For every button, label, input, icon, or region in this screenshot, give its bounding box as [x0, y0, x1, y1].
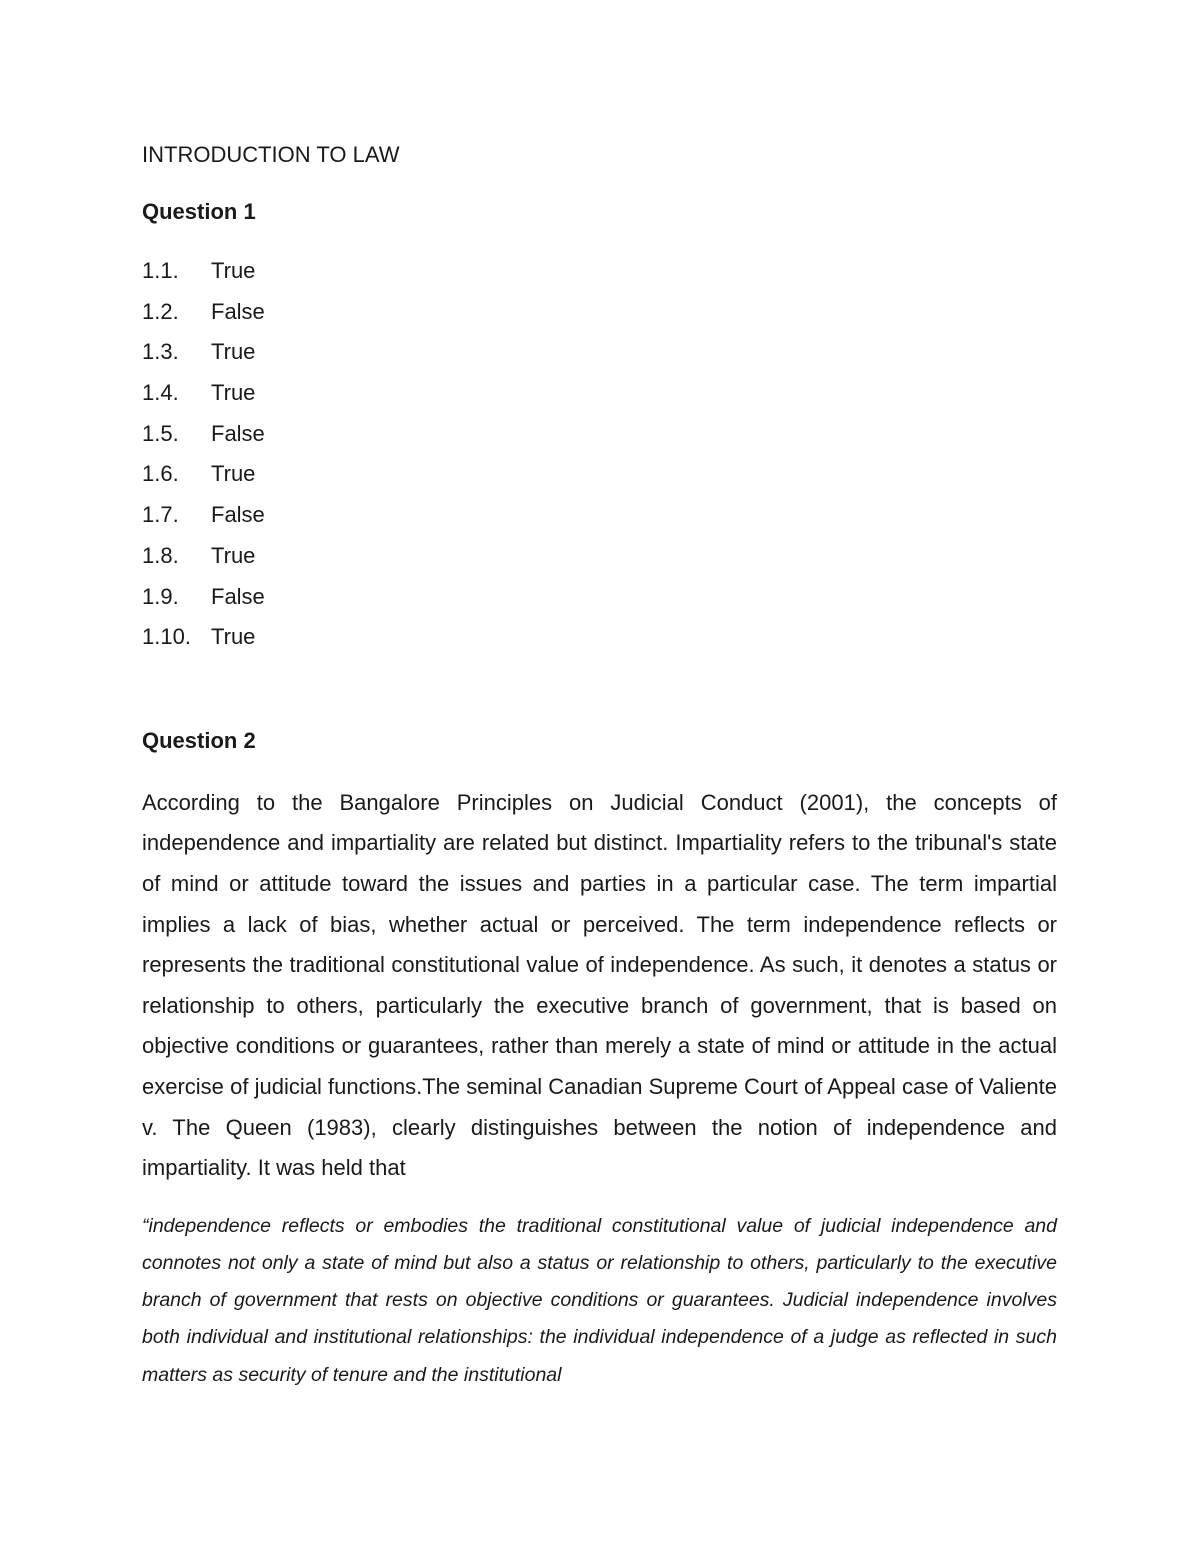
- question-2-heading: Question 2: [142, 727, 256, 753]
- answer-item: [142, 495, 1057, 536]
- question-2-paragraph: According to the Bangalore Principles on Judicial Conduct (2001), the concepts of independence and impartiality are related but distinct. Impartiality refers to the tribunal's state of mind or attitude toward the issues and parties in a particular case. The term impartial implies a lack of bias, whether actual or perceived. The term independence reflects or represents the traditional constitutional value of independence. As such, it denotes a status or relationship to others, particularly the executive branch of government, that is based on objective conditions or guarantees, rather than merely a state of mind or attitude in the actual exercise of judicial functions.The seminal Canadian Supreme Court of Appeal case of Valiente v. The Queen (1983), clearly distinguishes between the notion of independence and impartiality. It was held that: [142, 789, 1057, 1181]
- answer-number: 1.3.: [142, 339, 179, 365]
- answer-number: 1.9.: [142, 583, 179, 609]
- answer-number: 1.1.: [142, 258, 179, 283]
- answer-item: [142, 454, 1057, 495]
- answer-item: [142, 617, 1057, 658]
- answer-number: 1.7.: [142, 502, 179, 528]
- answer-item: [142, 577, 1057, 618]
- answer-value: True: [211, 542, 256, 568]
- answer-item: [142, 251, 1057, 292]
- answer-value: False: [211, 298, 265, 324]
- answer-value: True: [211, 258, 256, 283]
- answer-value: True: [211, 380, 256, 406]
- answer-item: [142, 536, 1057, 577]
- answer-number: 1.4.: [142, 380, 179, 406]
- answer-value: False: [211, 502, 265, 528]
- answer-item: [142, 373, 1057, 414]
- answer-number: 1.6.: [142, 461, 179, 487]
- answer-number: 1.2.: [142, 298, 179, 324]
- answer-number: 1.10.: [142, 624, 191, 650]
- answer-item: [142, 292, 1057, 333]
- question-1-heading: Question 1: [142, 199, 256, 224]
- answer-value: True: [211, 461, 256, 487]
- document-body: [142, 140, 1057, 1394]
- question-1-answer-list: [142, 251, 1057, 658]
- answer-number: 1.5.: [142, 420, 179, 446]
- answer-item: [142, 414, 1057, 455]
- answer-value: True: [211, 339, 256, 365]
- answer-number: 1.8.: [142, 542, 179, 568]
- answer-value: False: [211, 583, 265, 609]
- question-2-quote: “independence reflects or embodies the traditional constitutional value of judicial independence and connotes not only a state of mind but also a status or relationship to others, particularly to the executive branch of government that rests on objective conditions or guarantees. Judicial independence involves both individual and institutional relationships: the individual independence of a judge as reflected in such matters as security of tenure and the institutional: [142, 1214, 1057, 1386]
- answer-item: [142, 332, 1057, 373]
- document-title: INTRODUCTION TO LAW: [142, 142, 400, 167]
- answer-value: True: [211, 624, 256, 650]
- answer-value: False: [211, 420, 265, 446]
